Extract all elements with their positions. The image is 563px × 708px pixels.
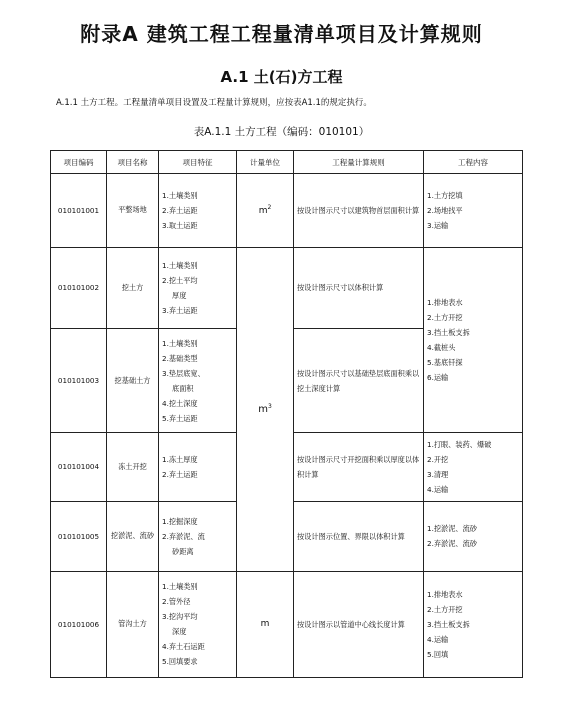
feature-line: 1.土壤类别 — [162, 260, 198, 270]
feature-line: 5.弃土运距 — [162, 413, 198, 423]
work-line: 1.排地表水 — [427, 589, 463, 599]
item-name: 挖土方 — [107, 247, 159, 329]
feature-line: 5.回填要求 — [162, 657, 198, 667]
work-line: 2.弃淤泥、流砂 — [427, 539, 477, 549]
table-header-row — [51, 151, 523, 174]
item-name: 挖淤泥、流砂 — [107, 502, 159, 572]
item-code: 010101002 — [51, 247, 107, 329]
unit-cubic-meter — [237, 247, 294, 571]
unit-square-meter — [237, 174, 294, 248]
work-line: 2.土方开挖 — [427, 312, 463, 322]
work-line: 6.运输 — [427, 372, 449, 382]
work-line: 2.土方开挖 — [427, 604, 463, 614]
item-rule: 按设计图示尺寸以体积计算 — [294, 247, 424, 329]
unit-base: m — [258, 404, 268, 416]
work-line: 5.基底钎探 — [427, 357, 463, 367]
item-features — [159, 174, 237, 248]
item-rule: 按设计图示位置、界限以体积计算 — [294, 502, 424, 572]
item-code: 010101006 — [51, 571, 107, 677]
feature-line: 2.挖土平均 — [162, 275, 198, 285]
item-name: 冻土开挖 — [107, 432, 159, 502]
work-line: 1.挖淤泥、流砂 — [427, 524, 477, 534]
header-unit: 计量单位 — [237, 151, 294, 174]
feature-line: 3.挖沟平均 — [162, 612, 198, 622]
header-code: 项目编码 — [51, 151, 107, 174]
feature-line: 1.挖掘深度 — [162, 516, 198, 526]
feature-line: 1.冻土厚度 — [162, 454, 198, 464]
item-code: 010101004 — [51, 432, 107, 502]
work-line: 5.回填 — [427, 649, 449, 659]
work-line: 1.土方挖填 — [427, 190, 463, 200]
header-rule: 工程量计算规则 — [294, 151, 424, 174]
item-rule: 按设计图示尺寸以建筑物首层面积计算 — [294, 174, 424, 248]
feature-line: 砂距离 — [172, 546, 194, 556]
work-line: 4.运输 — [427, 484, 449, 494]
item-features — [159, 329, 237, 432]
table-row — [51, 571, 523, 677]
feature-line: 深度 — [172, 627, 187, 637]
feature-line: 2.基础类型 — [162, 353, 198, 363]
page-title: 附录A 建筑工程工程量清单项目及计算规则 — [80, 22, 483, 46]
feature-line: 底面积 — [172, 383, 194, 393]
item-features — [159, 502, 237, 572]
item-work — [424, 502, 523, 572]
feature-line: 2.弃土运距 — [162, 469, 198, 479]
work-line: 2.开挖 — [427, 454, 449, 464]
work-line: 2.场地找平 — [427, 205, 463, 215]
item-work — [424, 432, 523, 502]
item-rule: 按设计图示尺寸以基础垫层底面积乘以挖土深度计算 — [294, 329, 424, 432]
feature-line: 2.管外径 — [162, 597, 191, 607]
header-features: 项目特征 — [159, 151, 237, 174]
header-name: 项目名称 — [107, 151, 159, 174]
feature-line: 1.土壤类别 — [162, 338, 198, 348]
work-line: 3.运输 — [427, 220, 449, 230]
work-line: 4.截桩头 — [427, 342, 456, 352]
item-features — [159, 571, 237, 677]
table-caption: 表A.1.1 土方工程（编码：010101） — [193, 126, 370, 138]
work-line: 4.运输 — [427, 634, 449, 644]
feature-line: 4.挖土深度 — [162, 398, 198, 408]
work-line: 1.打眼、装药、爆破 — [427, 439, 492, 449]
header-work: 工程内容 — [424, 151, 523, 174]
item-rule: 按设计图示以管道中心线长度计算 — [294, 571, 424, 677]
item-work — [424, 247, 523, 432]
feature-line: 1.土壤类别 — [162, 582, 198, 592]
table-row — [51, 247, 523, 329]
work-line: 3.挡土板支拆 — [427, 619, 470, 629]
earthwork-table — [50, 150, 523, 678]
feature-line: 厚度 — [172, 290, 187, 300]
item-code: 010101003 — [51, 329, 107, 432]
unit-exponent: 3 — [267, 403, 272, 411]
section-title: A.1 土(石)方工程 — [220, 68, 343, 86]
unit-base: m — [258, 206, 268, 217]
unit-exponent: 2 — [267, 204, 272, 212]
work-line: 3.清理 — [427, 469, 449, 479]
feature-line: 4.弃土石运距 — [162, 642, 205, 652]
item-code: 010101005 — [51, 502, 107, 572]
feature-line: 2.弃淤泥、流 — [162, 531, 205, 541]
feature-line: 3.取土运距 — [162, 220, 198, 230]
item-features — [159, 247, 237, 329]
feature-line: 2.弃土运距 — [162, 205, 198, 215]
item-work — [424, 571, 523, 677]
feature-line: 1.土壤类别 — [162, 190, 198, 200]
work-line: 1.排地表水 — [427, 297, 463, 307]
table-row — [51, 174, 523, 248]
unit-meter: m — [237, 571, 294, 677]
item-name: 挖基础土方 — [107, 329, 159, 432]
item-features — [159, 432, 237, 502]
feature-line: 3.弃土运距 — [162, 305, 198, 315]
intro-paragraph: A.1.1 土方工程。工程量清单项目设置及工程量计算规则，应按表A1.1的规定执行。 — [56, 98, 372, 108]
item-rule: 按设计图示尺寸开挖面积乘以厚度以体积计算 — [294, 432, 424, 502]
work-line: 3.挡土板支拆 — [427, 327, 470, 337]
item-work — [424, 174, 523, 248]
item-name: 平整场地 — [107, 174, 159, 248]
item-code: 010101001 — [51, 174, 107, 248]
item-name: 管沟土方 — [107, 571, 159, 677]
feature-line: 3.垫层底宽、 — [162, 368, 205, 378]
